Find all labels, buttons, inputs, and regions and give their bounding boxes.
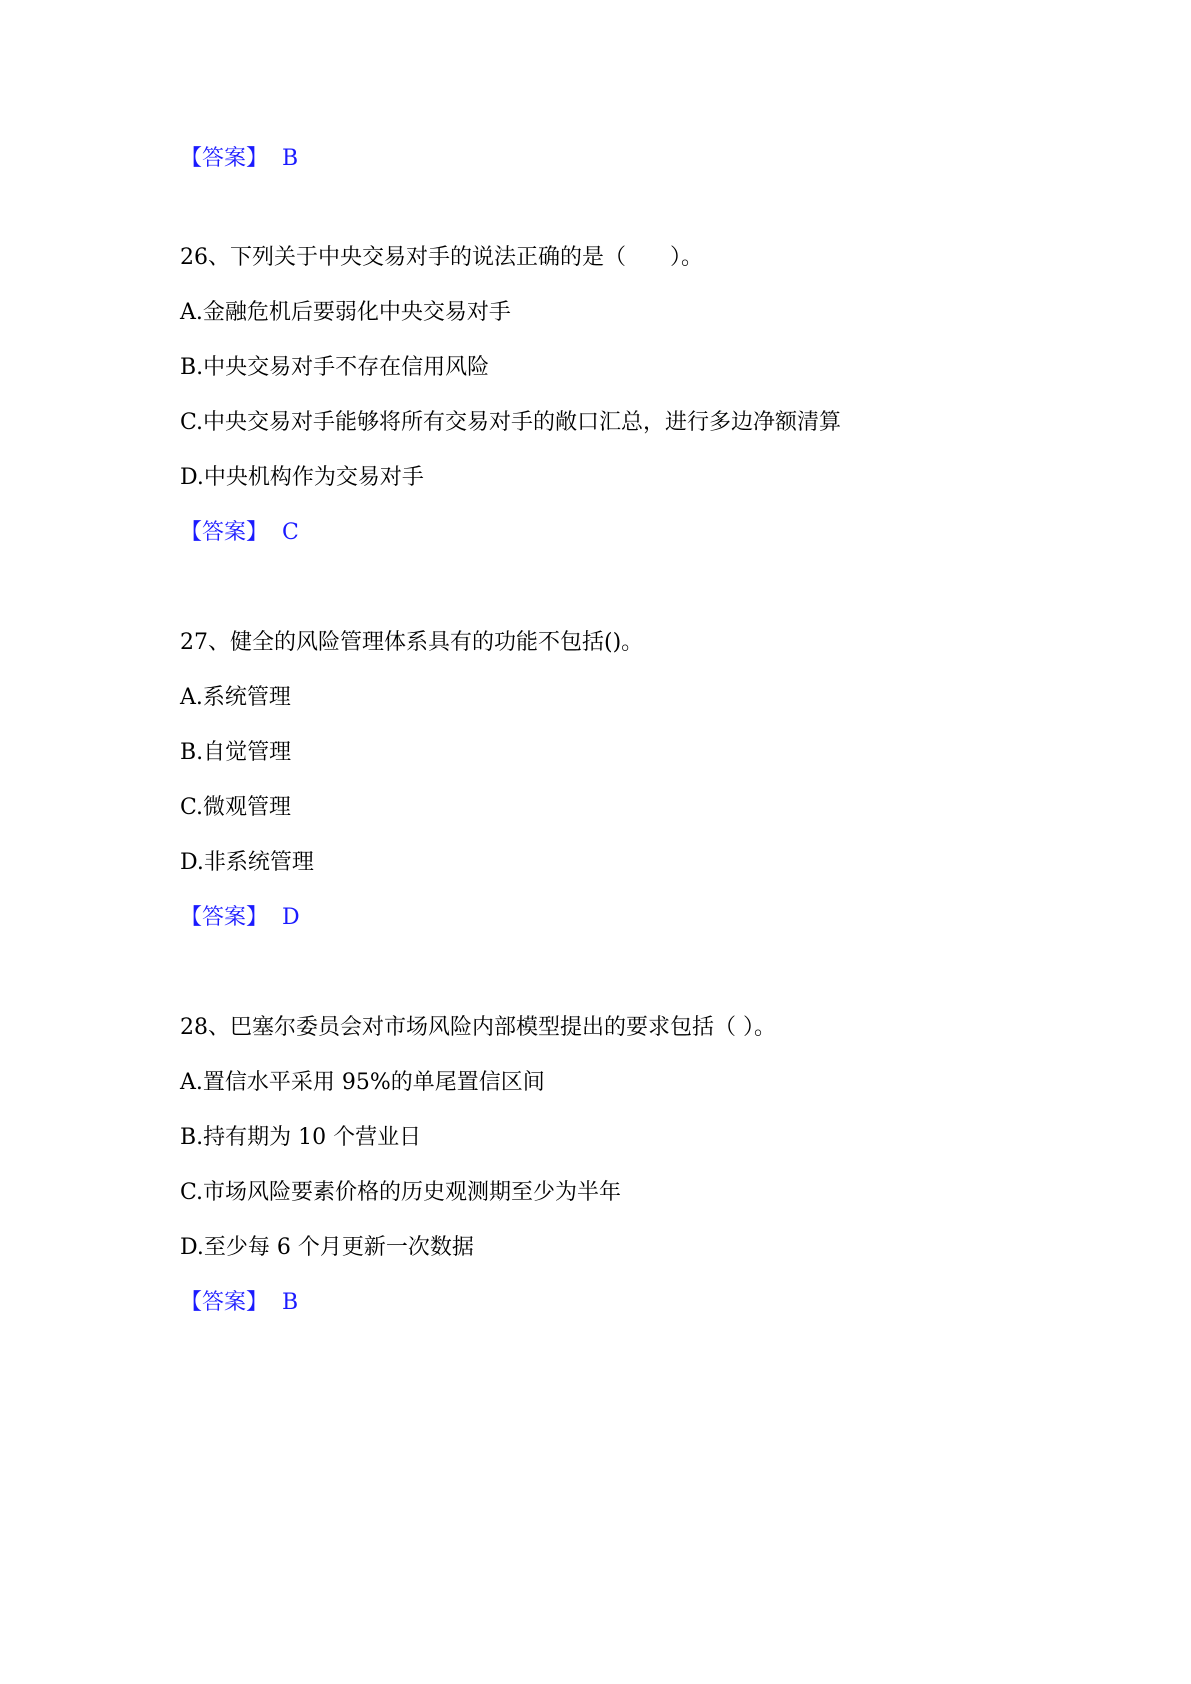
answer-line [180,1288,298,1318]
answer-value: B [282,1290,299,1315]
answer-label: 【答案】 [180,1290,269,1315]
answer-line [180,903,300,933]
option-c: C.微观管理 [180,795,292,820]
option-b: B.自觉管理 [180,740,292,765]
option-d: D.至少每 6 个月更新一次数据 [180,1235,474,1260]
option-c: C.中央交易对手能够将所有交易对手的敞口汇总，进行多边净额清算 [180,410,842,435]
answer-line [180,144,298,174]
option-d: D.中央机构作为交易对手 [180,465,424,490]
answer-label: 【答案】 [180,520,269,545]
option-a: A.置信水平采用 95%的单尾置信区间 [180,1070,545,1095]
question-stem: 26、下列关于中央交易对手的说法正确的是（ ）。 [180,245,703,270]
option-b: B.中央交易对手不存在信用风险 [180,355,490,380]
answer-label: 【答案】 [180,146,269,171]
option-b: B.持有期为 10 个营业日 [180,1125,422,1150]
option-a: A.系统管理 [180,685,291,710]
question-stem: 28、巴塞尔委员会对市场风险内部模型提出的要求包括（ ）。 [180,1015,776,1040]
answer-value: D [282,905,300,930]
option-c: C.市场风险要素价格的历史观测期至少为半年 [180,1180,622,1205]
question-stem: 27、健全的风险管理体系具有的功能不包括()。 [180,630,644,655]
option-d: D.非系统管理 [180,850,314,875]
answer-line [180,518,299,548]
answer-value: B [282,146,299,171]
option-a: A.金融危机后要弱化中央交易对手 [180,300,511,325]
answer-value: C [282,520,299,545]
answer-label: 【答案】 [180,905,269,930]
